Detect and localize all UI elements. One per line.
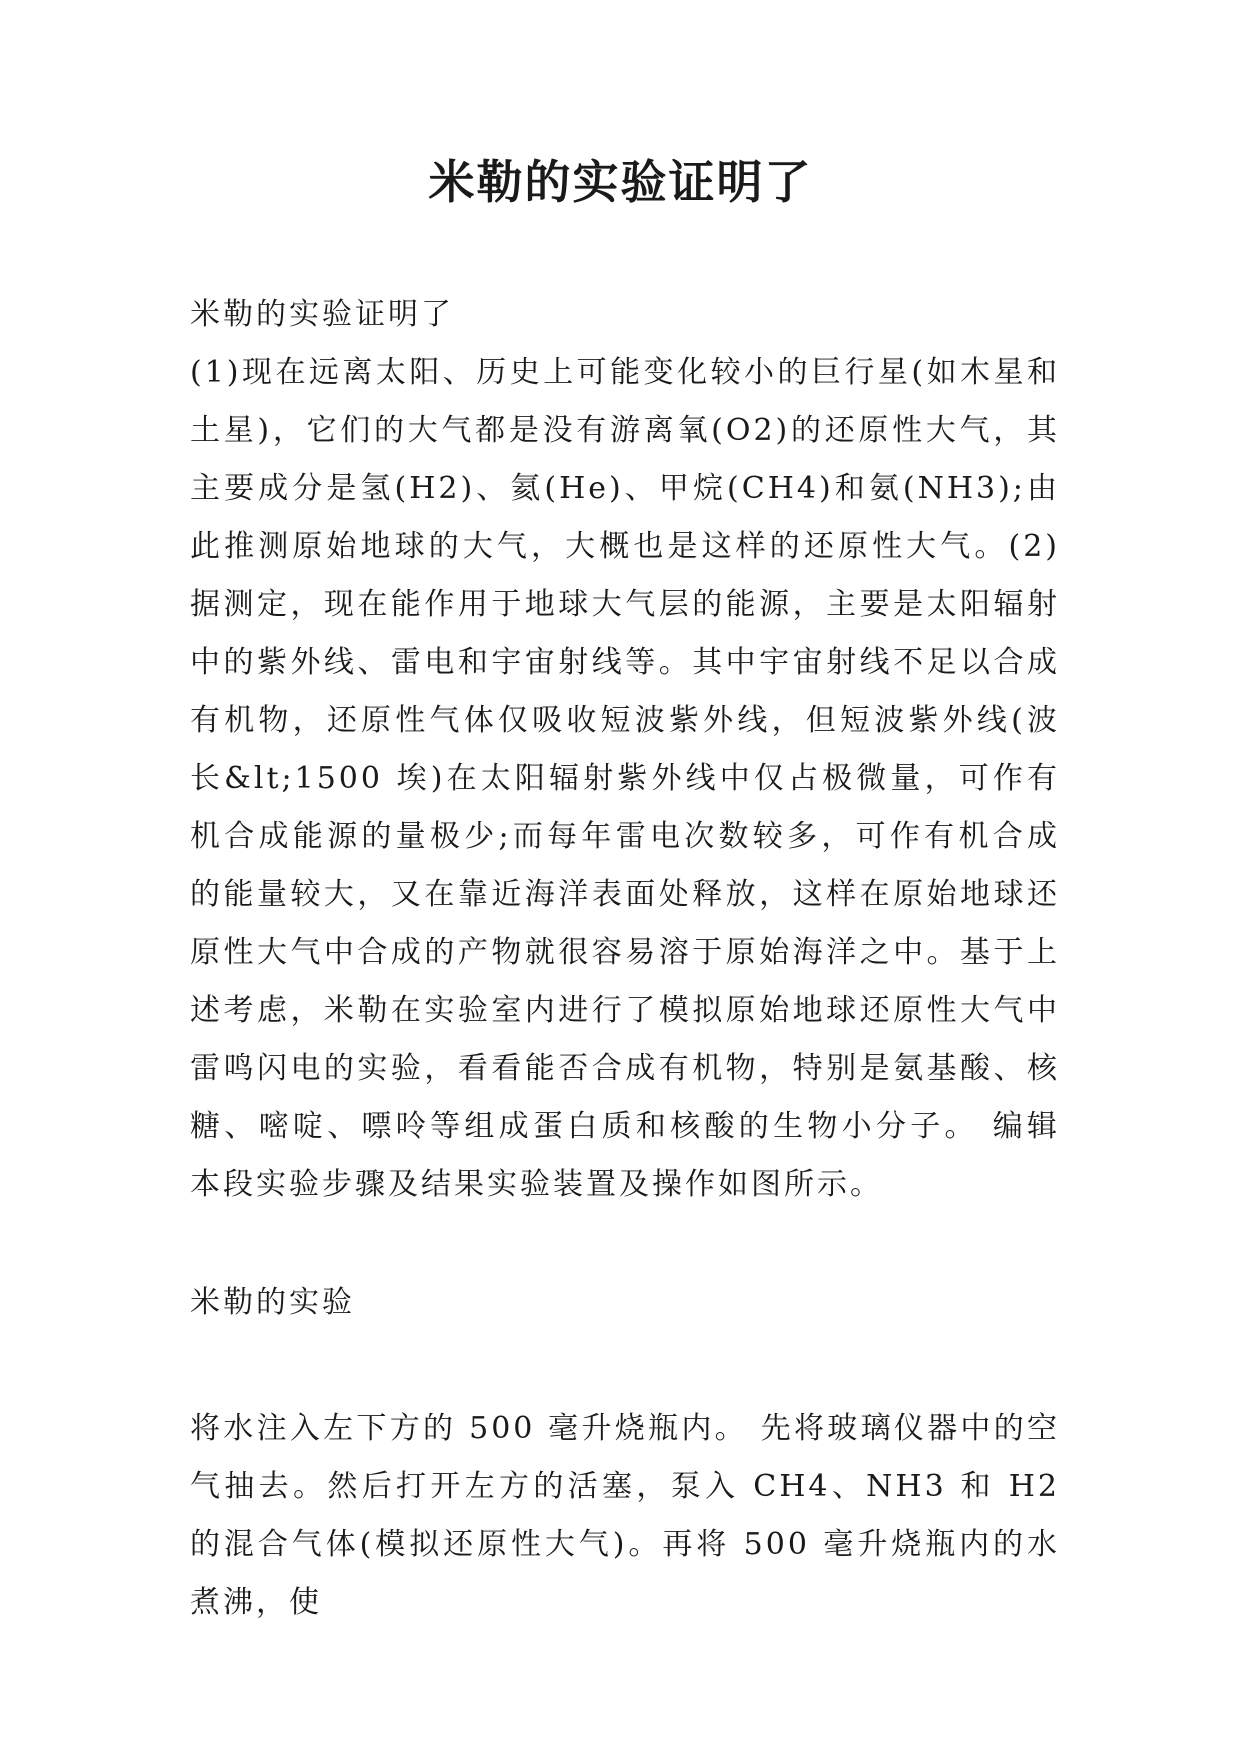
- paragraph-steps: 将水注入左下方的 500 毫升烧瓶内。 先将玻璃仪器中的空气抽去。然后打开左方的活塞，泵入 CH4、NH3 和 H2 的混合气体(模拟还原性大气)。再将 500 毫升烧瓶内的水煮沸，使: [190, 1411, 1060, 1620]
- document-title: 米勒的实验证明了: [428, 155, 813, 209]
- paragraph-main: (1)现在远离太阳、历史上可能变化较小的巨行星(如木星和土星)，它们的大气都是没有游离氧(O2)的还原性大气，其主要成分是氢(H2)、氦(He)、甲烷(CH4)和氨(NH3);由此推测原始地球的大气，大概也是这样的还原性大气。(2) 据测定，现在能作用于地球大气层的能源，主要是太阳辐射中的紫外线、雷电和宇宙射线等。其中宇宙射线不足以合成有机物，还原性气体仅吸收短波紫外线，但短波紫外线(波长&lt;1500 埃)在太阳辐射紫外线中仅占极微量，可作有机合成能源的量极少;而每年雷电次数较多，可作有机合成的能量较大，又在靠近海洋表面处释放，这样在原始地球还原性大气中合成的产物就很容易溶于原始海洋之中。基于上述考虑，米勒在实验室内进行了模拟原始地球还原性大气中雷鸣闪电的实验，看看能否合成有机物，特别是氨基酸、核糖、嘧啶、嘌呤等组成蛋白质和核酸的生物小分子。 编辑本段实验步骤及结果实验装置及操作如图所示。: [190, 355, 1060, 1202]
- section-label: 米勒的实验: [190, 1285, 355, 1320]
- document-subtitle: 米勒的实验证明了: [190, 297, 454, 332]
